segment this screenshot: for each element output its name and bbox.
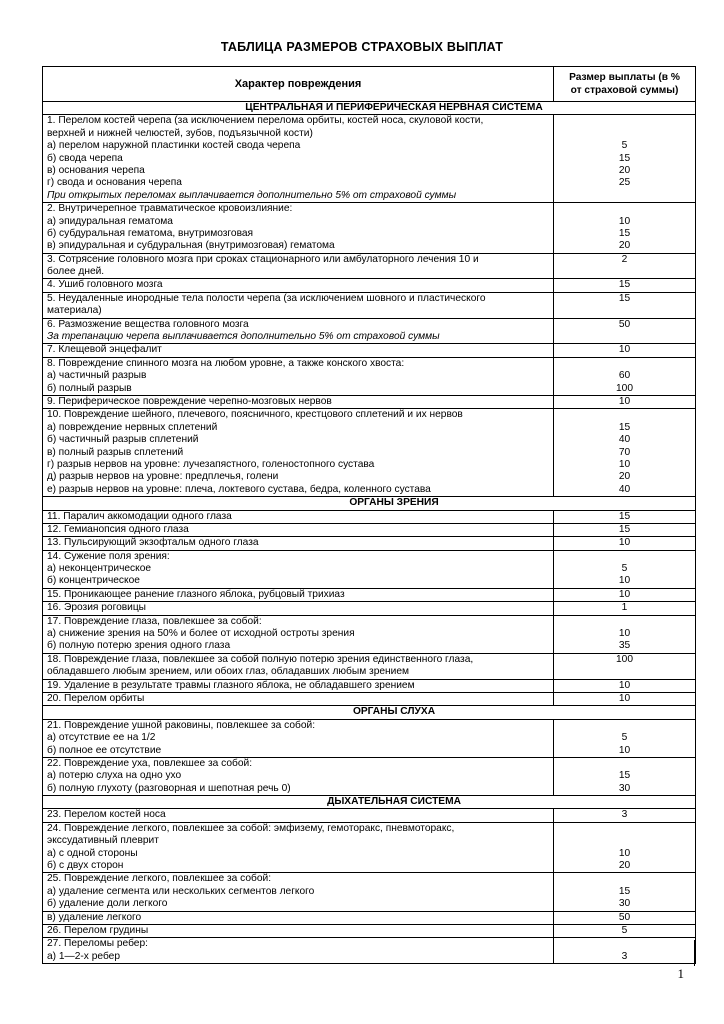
table-row (43, 537, 695, 550)
description-line: б) субдуральная гематома, внутримозговая (47, 227, 254, 239)
description-line: 10. Повреждение шейного, плечевого, поясничного, крестцового сплетений и их нервов (47, 409, 463, 421)
description-line: 19. Удаление в результате травмы глазного яблока, не обладавшего зрением (47, 679, 415, 691)
payout-value (554, 835, 695, 847)
description-line: 24. Повреждение легкого, повлекшее за собой: эмфизему, гемоторакс, пневмоторакс, (47, 822, 455, 834)
payout-value (554, 873, 695, 885)
description-line: 25. Повреждение легкого, повлекшее за собой: (47, 873, 272, 885)
payout-percent (554, 616, 695, 653)
page-number: 1 (677, 966, 684, 981)
payout-value: 10 (618, 395, 631, 407)
description-line: б) свода черепа (47, 152, 123, 164)
description-line: материала) (47, 305, 102, 317)
injury-description (43, 279, 554, 291)
document-title: ТАБЛИЦА РАЗМЕРОВ СТРАХОВЫХ ВЫПЛАТ (220, 40, 504, 54)
payout-percent (554, 254, 695, 279)
payout-value: 5 (621, 140, 628, 152)
description-line: При открытых переломах выплачивается дополнительно 5% от страховой суммы (47, 189, 457, 201)
description-line: 8. Повреждение спинного мозга на любом уровне, а также конского хвоста: (47, 357, 405, 369)
payout-value: 20 (618, 471, 631, 483)
injury-description (43, 809, 554, 821)
description-line: а) удаление сегмента или нескольких сегментов легкого (47, 885, 315, 897)
description-line: б) частичный разрыв сплетений (47, 434, 199, 446)
payout-value (554, 616, 695, 628)
payout-value: 10 (618, 847, 631, 859)
description-line: е) разрыв нервов на уровне: плеча, локтевого сустава, бедра, коленного сустава (47, 483, 431, 495)
injury-description (43, 602, 554, 614)
payout-percent (554, 680, 695, 692)
payout-percent (554, 344, 695, 356)
injury-description (43, 551, 554, 588)
payout-value: 40 (618, 434, 631, 446)
payout-value (554, 203, 695, 215)
injury-description (43, 524, 554, 536)
description-line: 21. Повреждение ушной раковины, повлекшее за собой: (47, 719, 316, 731)
description-line: в) основания черепа (47, 164, 145, 176)
table-row (43, 203, 695, 254)
description-line: г) разрыв нервов на уровне: лучезапястного, голеностопного сустава (47, 458, 375, 470)
payout-value: 15 (618, 152, 631, 164)
payout-value: 3 (621, 950, 628, 962)
description-line: 6. Размозжение вещества головного мозга (47, 318, 249, 330)
payout-value (554, 128, 695, 140)
payout-percent (554, 524, 695, 536)
description-line: обладавшего любым зрением, или обоих глаз, обладавших любым зрением (47, 666, 410, 678)
description-line: 22. Повреждение уха, повлекшее за собой: (47, 757, 253, 769)
table-row (43, 823, 695, 874)
payout-value: 40 (618, 483, 631, 495)
payout-value: 70 (618, 446, 631, 458)
header-payout-size (554, 67, 695, 101)
injury-description (43, 115, 554, 202)
payout-value: 15 (618, 523, 631, 535)
payout-percent (554, 358, 695, 395)
payout-value (554, 666, 695, 678)
section-heading (43, 706, 695, 719)
description-line: 13. Пульсирующий экзофтальм одного глаза (47, 537, 259, 549)
payout-value: 15 (618, 885, 631, 897)
injury-description (43, 358, 554, 395)
table-row (43, 409, 695, 497)
description-line: 27. Переломы ребер: (47, 938, 148, 950)
description-line: в) удаление легкого (47, 911, 142, 923)
payout-value (554, 823, 695, 835)
table-row (43, 396, 695, 409)
payout-value: 5 (621, 563, 628, 575)
payout-value: 60 (618, 370, 631, 382)
description-line: 4. Ушиб головного мозга (47, 279, 163, 291)
payout-value (554, 190, 695, 202)
payout-percent (554, 720, 695, 757)
table-row (43, 279, 695, 292)
payout-value: 5 (621, 732, 628, 744)
description-line: а) с одной стороны (47, 847, 138, 859)
injury-description (43, 912, 554, 924)
payout-value: 10 (618, 679, 631, 691)
payout-value (554, 115, 695, 127)
payout-value: 100 (616, 382, 633, 394)
injury-description (43, 925, 554, 937)
header-payout-line1: Размер выплаты (в % (569, 72, 680, 83)
description-line: 18. Повреждение глаза, повлекшее за собой полную потерю зрения единственного глаза, (47, 653, 474, 665)
description-line: б) полную глухоту (разговорная и шепотная речь 0) (47, 782, 291, 794)
payout-value: 10 (618, 575, 631, 587)
description-line: г) свода и основания черепа (47, 177, 182, 189)
payout-value: 3 (621, 809, 628, 821)
payout-value: 100 (616, 653, 633, 665)
description-line: а) отсутствие ее на 1/2 (47, 732, 156, 744)
description-line: 3. Сотрясение головного мозга при сроках стационарного или амбулаторного лечения 10 и (47, 253, 479, 265)
payout-value: 10 (618, 744, 631, 756)
section-title: ОРГАНЫ ЗРЕНИЯ (349, 497, 439, 509)
table-row (43, 358, 695, 396)
description-line: а) перелом наружной пластинки костей свода черепа (47, 140, 301, 152)
table-row (43, 115, 695, 203)
payout-value: 15 (618, 770, 631, 782)
description-line: в) эпидуральная и субдуральная (внутримозговая) гематома (47, 240, 335, 252)
table-row (43, 254, 695, 280)
payout-value: 10 (618, 537, 631, 549)
table-border-tail (694, 940, 695, 966)
payout-percent (554, 873, 695, 910)
injury-description (43, 720, 554, 757)
payout-percent (554, 809, 695, 821)
injury-description (43, 293, 554, 318)
section-heading (43, 102, 695, 115)
payout-value: 20 (618, 860, 631, 872)
description-line: 11. Паралич аккомодации одного глаза (47, 510, 232, 522)
description-line: За трепанацию черепа выплачивается дополнительно 5% от страховой суммы (47, 331, 440, 343)
section-heading (43, 497, 695, 510)
payout-value (554, 305, 695, 317)
payout-value (554, 358, 695, 370)
injury-description (43, 409, 554, 496)
section-title: ЦЕНТРАЛЬНАЯ И ПЕРИФЕРИЧЕСКАЯ НЕРВНАЯ СИСТЕМА (245, 102, 543, 113)
payout-percent (554, 319, 695, 344)
payout-percent (554, 912, 695, 924)
payout-value (554, 331, 695, 343)
table-row (43, 602, 695, 615)
description-line: 7. Клещевой энцефалит (47, 344, 162, 356)
table-row (43, 344, 695, 357)
injury-description (43, 693, 554, 705)
payout-table (42, 66, 696, 964)
payout-value (554, 720, 695, 732)
table-row (43, 680, 695, 693)
payout-value: 1 (621, 602, 628, 614)
payout-value: 10 (618, 215, 631, 227)
table-row (43, 524, 695, 537)
injury-description (43, 938, 554, 963)
payout-percent (554, 938, 695, 963)
description-line: 20. Перелом орбиты (47, 692, 145, 704)
payout-value: 5 (621, 925, 628, 936)
description-line: д) разрыв нервов на уровне: предплечья, голени (47, 471, 279, 483)
payout-value: 35 (618, 640, 631, 652)
table-row (43, 551, 695, 589)
payout-value: 20 (618, 164, 631, 176)
description-line: б) полный разрыв (47, 382, 132, 394)
injury-description (43, 319, 554, 344)
payout-percent (554, 511, 695, 523)
description-line: 15. Проникающее ранение глазного яблока, рубцовый трихиаз (47, 588, 345, 600)
payout-value: 15 (618, 227, 631, 239)
description-line: а) частичный разрыв (47, 370, 147, 382)
description-line: б) концентрическое (47, 575, 140, 587)
description-line: 26. Перелом грудины (47, 925, 149, 936)
description-line: б) полное ее отсутствие (47, 744, 162, 756)
payout-percent (554, 115, 695, 202)
table-row (43, 293, 695, 319)
payout-percent (554, 537, 695, 549)
header-injury-type: Характер повреждения (43, 67, 554, 101)
description-line: 17. Повреждение глаза, повлекшее за собой: (47, 615, 262, 627)
payout-value: 30 (618, 782, 631, 794)
payout-percent (554, 758, 695, 795)
table-body (43, 102, 695, 963)
description-line: 5. Неудаленные инородные тела полости черепа (за исключением шовного и пластического (47, 292, 486, 304)
payout-percent (554, 396, 695, 408)
injury-description (43, 254, 554, 279)
table-row (43, 873, 695, 911)
description-line: а) снижение зрения на 50% и более от исходной остроты зрения (47, 628, 355, 640)
table-row (43, 693, 695, 706)
description-line: а) эпидуральная гематома (47, 215, 173, 227)
payout-value: 20 (618, 240, 631, 252)
description-line: а) потерю слуха на одно ухо (47, 770, 182, 782)
injury-description (43, 203, 554, 253)
table-row (43, 758, 695, 796)
payout-value: 15 (618, 421, 631, 433)
injury-description (43, 758, 554, 795)
injury-description (43, 616, 554, 653)
payout-value: 25 (618, 177, 631, 189)
section-heading (43, 796, 695, 809)
description-line: 1. Перелом костей черепа (за исключением перелома орбиты, костей носа, скуловой кости, (47, 115, 484, 127)
section-title: ДЫХАТЕЛЬНАЯ СИСТЕМА (327, 796, 461, 808)
payout-value: 15 (618, 510, 631, 522)
description-line: 16. Эрозия роговицы (47, 602, 146, 614)
payout-value: 15 (618, 292, 631, 304)
table-row (43, 589, 695, 602)
payout-percent (554, 925, 695, 937)
payout-value: 10 (618, 628, 631, 640)
description-line: более дней. (47, 266, 105, 278)
injury-description (43, 511, 554, 523)
injury-description (43, 589, 554, 601)
description-line: а) неконцентрическое (47, 563, 152, 575)
description-line: экссудативный плеврит (47, 835, 159, 847)
payout-value: 30 (618, 898, 631, 910)
payout-value: 50 (618, 318, 631, 330)
payout-value: 10 (618, 588, 631, 600)
table-row (43, 912, 695, 925)
description-line: а) повреждение нервных сплетений (47, 421, 218, 433)
description-line: 9. Периферическое повреждение черепно-мозговых нервов (47, 395, 332, 407)
payout-value: 2 (621, 253, 628, 265)
table-row (43, 925, 695, 938)
payout-value (554, 758, 695, 770)
injury-description (43, 537, 554, 549)
payout-percent (554, 823, 695, 873)
description-line: в) полный разрыв сплетений (47, 446, 184, 458)
table-row (43, 809, 695, 822)
injury-description (43, 344, 554, 356)
payout-percent (554, 409, 695, 496)
injury-description (43, 396, 554, 408)
payout-percent (554, 279, 695, 291)
table-row (43, 938, 695, 963)
table-row (43, 654, 695, 680)
section-title: ОРГАНЫ СЛУХА (352, 706, 436, 718)
payout-value: 15 (618, 279, 631, 291)
payout-value: 10 (618, 458, 631, 470)
payout-percent (554, 203, 695, 253)
description-line: 12. Гемианопсия одного глаза (47, 523, 189, 535)
payout-value: 10 (618, 344, 631, 356)
payout-value: 10 (618, 692, 631, 704)
injury-description (43, 680, 554, 692)
table-row (43, 720, 695, 758)
injury-description (43, 654, 554, 679)
payout-value: 50 (618, 911, 631, 923)
table-row (43, 616, 695, 654)
description-line: 14. Сужение поля зрения: (47, 550, 170, 562)
payout-value (554, 409, 695, 421)
payout-percent (554, 602, 695, 614)
table-row (43, 319, 695, 345)
table-header (43, 67, 695, 102)
description-line: 2. Внутричерепное травматическое кровоизлияние: (47, 203, 293, 215)
description-line: 23. Перелом костей носа (47, 809, 166, 821)
payout-value (554, 266, 695, 278)
description-line: верхней и нижней челюстей, зубов, подъязычной кости) (47, 127, 313, 139)
payout-percent (554, 551, 695, 588)
payout-percent (554, 654, 695, 679)
header-payout-line2: от страховой суммы) (570, 85, 679, 96)
payout-percent (554, 293, 695, 318)
description-line: б) удаление доли легкого (47, 898, 168, 910)
payout-value (554, 938, 695, 950)
table-row (43, 511, 695, 524)
description-line: а) 1—2-х ребер (47, 950, 120, 962)
payout-value (554, 551, 695, 563)
payout-percent (554, 693, 695, 705)
injury-description (43, 873, 554, 910)
description-line: б) с двух сторон (47, 860, 124, 872)
injury-description (43, 823, 554, 873)
description-line: б) полную потерю зрения одного глаза (47, 640, 231, 652)
payout-percent (554, 589, 695, 601)
